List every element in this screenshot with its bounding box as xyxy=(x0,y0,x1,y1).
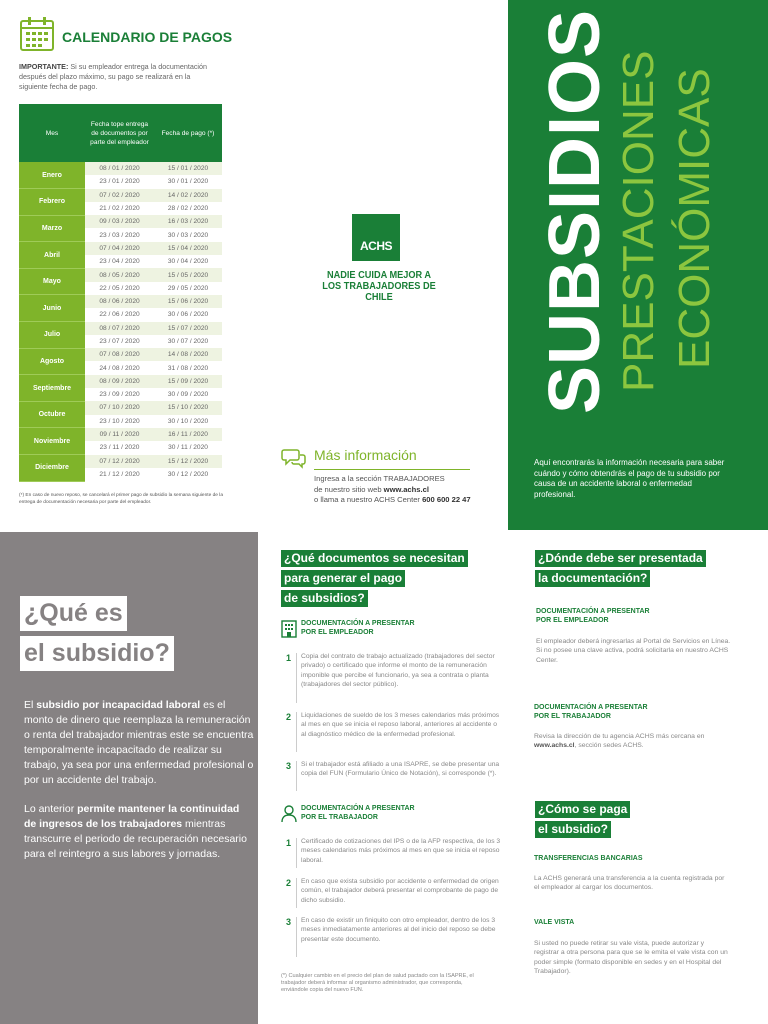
col-deadline: Fecha tope entrega de documentos por parte del empleador xyxy=(85,104,154,162)
where-employer-text: El empleador deberá ingresarlas al Portal de Servicios en Línea. Si no posee una clave activa, podrá solicitarla en nuestro ACHS Center. xyxy=(536,638,731,664)
month-cell: Agosto xyxy=(19,348,85,375)
worker-item-2-number: 2 xyxy=(286,878,292,888)
deadline-date-cell: 09 / 03 / 2020 xyxy=(85,215,154,228)
month-cell: Febrero xyxy=(19,189,85,216)
col-month: Mes xyxy=(19,104,85,162)
phone-number[interactable]: 600 600 22 47 xyxy=(422,495,471,504)
employer-item-3: Si el trabajador está afiliado a una ISAPRE, se debe presentar una copia del FUN (Formulario Único de Notación), si corresponde (*). xyxy=(301,761,500,778)
what-title-line-1: ¿Qué es xyxy=(20,596,127,631)
important-text: Si su empleador entrega la documentación después del plazo máximo, su pago se realizará en la siguiente fecha de pago. xyxy=(19,62,208,91)
person-icon xyxy=(281,805,297,823)
where-title-line-2: la documentación? xyxy=(535,570,650,587)
employer-item-2: Liquidaciones de sueldo de los 3 meses calendarios más próximos al mes en que se inicia el reposo laboral, anteriores al accidente o al diagnóstico médico de la enfermedad profesional. xyxy=(301,712,500,738)
calendar-row xyxy=(19,348,222,361)
payment-date-cell: 15 / 06 / 2020 xyxy=(154,295,222,308)
info-line-2: de nuestro sitio web xyxy=(314,484,384,494)
deadline-date-cell: 23 / 01 / 2020 xyxy=(85,175,154,188)
employer-heading-2: POR EL EMPLEADOR xyxy=(301,629,374,636)
month-cell: Abril xyxy=(19,242,85,269)
deadline-date-cell: 23 / 11 / 2020 xyxy=(85,441,154,454)
website-link[interactable]: www.achs.cl xyxy=(383,484,429,494)
worker-item-1-number: 1 xyxy=(286,838,292,848)
docs-title xyxy=(281,549,496,609)
worker-item-2: En caso que exista subsidio por accidente o enfermedad de origen común, el trabajador deberá presentar el comprobante de pago de dicho subsidio. xyxy=(301,878,499,904)
month-cell: Noviembre xyxy=(19,428,85,455)
info-title: Más información xyxy=(314,447,417,463)
deadline-date-cell: 24 / 08 / 2020 xyxy=(85,361,154,374)
deadline-date-cell: 07 / 10 / 2020 xyxy=(85,401,154,414)
worker-heading-2: POR EL TRABAJADOR xyxy=(301,814,378,821)
worker-item-3-number: 3 xyxy=(286,917,292,927)
deadline-date-cell: 07 / 12 / 2020 xyxy=(85,455,154,468)
what-p1-pre: El xyxy=(24,699,37,711)
what-p2-bold: permite mantener la continuidad de ingresos de los trabajadores xyxy=(24,803,240,830)
deadline-date-cell: 07 / 08 / 2020 xyxy=(85,348,154,361)
payment-date-cell: 15 / 10 / 2020 xyxy=(154,401,222,414)
cover-description: Aquí encontrarás la información necesaria para saber cuándo y cómo obtendrás el pago de tu subsidio por causa de un accidente laboral o enfermedad profesional. xyxy=(534,458,725,499)
calendar-row xyxy=(19,162,222,175)
payment-date-cell: 30 / 09 / 2020 xyxy=(154,388,222,401)
calendar-row xyxy=(19,189,222,202)
deadline-date-cell: 08 / 07 / 2020 xyxy=(85,322,154,335)
divider xyxy=(296,712,297,752)
info-text xyxy=(314,474,471,506)
payment-date-cell: 15 / 07 / 2020 xyxy=(154,322,222,335)
deadline-date-cell: 07 / 04 / 2020 xyxy=(85,242,154,255)
cover-word-prestaciones: PRESTACIONES xyxy=(614,50,663,392)
employer-heading-1: DOCUMENTACIÓN A PRESENTAR xyxy=(301,620,415,627)
what-text xyxy=(24,698,254,876)
where-title xyxy=(535,549,750,589)
deadline-date-cell: 23 / 09 / 2020 xyxy=(85,388,154,401)
important-note xyxy=(19,62,219,92)
calendar-row xyxy=(19,375,222,388)
vale-vista-heading: VALE VISTA xyxy=(534,919,575,926)
calendar-row xyxy=(19,295,222,308)
deadline-date-cell: 08 / 01 / 2020 xyxy=(85,162,154,175)
deadline-date-cell: 23 / 04 / 2020 xyxy=(85,255,154,268)
where-title-line-1: ¿Dónde debe ser presentada xyxy=(535,550,706,567)
payment-date-cell: 30 / 04 / 2020 xyxy=(154,255,222,268)
payment-date-cell: 30 / 12 / 2020 xyxy=(154,468,222,481)
where-employer-heading xyxy=(536,607,650,625)
employer-item-1-number: 1 xyxy=(286,653,292,663)
calendar-footnote: (*) En caso de nuevo reposo, se cancelará el primer pago de subsidio la semana siguiente de la entrega de documentación necesaria por parte del empleador. xyxy=(19,493,223,505)
transfer-text: La ACHS generará una transferencia a la cuenta registrada por el empleador al cargar los documentos. xyxy=(534,875,725,892)
where-employer-heading-1: DOCUMENTACIÓN A PRESENTAR xyxy=(536,608,650,615)
chat-bubbles-icon xyxy=(281,447,307,469)
docs-title-line-2: para generar el pago xyxy=(281,570,405,587)
deadline-date-cell: 08 / 05 / 2020 xyxy=(85,268,154,281)
info-line-3: o llama a nuestro ACHS Center xyxy=(314,495,423,504)
what-title xyxy=(20,596,230,676)
payment-date-cell: 14 / 02 / 2020 xyxy=(154,189,222,202)
col-payment: Fecha de pago (*) xyxy=(154,104,222,162)
deadline-date-cell: 08 / 09 / 2020 xyxy=(85,375,154,388)
cover-word-economicas: ECONÓMICAS xyxy=(670,68,719,369)
what-title-line-2: el subsidio? xyxy=(20,636,174,671)
payment-date-cell: 14 / 08 / 2020 xyxy=(154,348,222,361)
tagline: NADIE CUIDA MEJOR A LOS TRABAJADORES DE CHILE xyxy=(322,270,436,303)
payment-date-cell: 28 / 02 / 2020 xyxy=(154,202,222,215)
payment-date-cell: 16 / 11 / 2020 xyxy=(154,428,222,441)
deadline-date-cell: 23 / 03 / 2020 xyxy=(85,228,154,241)
payment-calendar-table xyxy=(19,104,222,482)
where-worker-text-post: , sección sedes ACHS. xyxy=(574,742,644,750)
docs-footnote: (*) Cualquier cambio en el precio del plan de salud pactado con la ISAPRE, el trabajador deberá informar al organismo administrador, que corresponda, enviándole copia del nuevo FUN. xyxy=(281,973,474,993)
payment-date-cell: 30 / 11 / 2020 xyxy=(154,441,222,454)
calendar-row xyxy=(19,401,222,414)
employer-item-3-number: 3 xyxy=(286,761,292,771)
calendar-icon xyxy=(19,16,55,52)
calendar-row xyxy=(19,268,222,281)
transfer-heading: TRANSFERENCIAS BANCARIAS xyxy=(534,855,643,862)
payment-date-cell: 15 / 04 / 2020 xyxy=(154,242,222,255)
payment-date-cell: 15 / 12 / 2020 xyxy=(154,455,222,468)
payment-date-cell: 15 / 05 / 2020 xyxy=(154,268,222,281)
achs-website-link[interactable]: www.achs.cl xyxy=(534,742,575,750)
month-cell: Mayo xyxy=(19,268,85,295)
payment-date-cell: 30 / 06 / 2020 xyxy=(154,308,222,321)
docs-title-line-1: ¿Qué documentos se necesitan xyxy=(281,550,468,567)
divider xyxy=(296,917,297,957)
payment-date-cell: 15 / 09 / 2020 xyxy=(154,375,222,388)
divider xyxy=(296,761,297,791)
calendar-row xyxy=(19,428,222,441)
payment-date-cell: 30 / 03 / 2020 xyxy=(154,228,222,241)
month-cell: Junio xyxy=(19,295,85,322)
payment-date-cell: 16 / 03 / 2020 xyxy=(154,215,222,228)
worker-heading-1: DOCUMENTACIÓN A PRESENTAR xyxy=(301,805,415,812)
info-line-1: Ingresa a la sección TRABAJADORES xyxy=(314,474,445,483)
payment-date-cell: 31 / 08 / 2020 xyxy=(154,361,222,374)
employer-docs-heading xyxy=(301,619,415,637)
what-p1-bold: subsidio por incapacidad laboral xyxy=(36,699,201,711)
month-cell: Enero xyxy=(19,162,85,189)
what-p2-post: mientras transcurre el periodo de recuperación necesario para el reintegro a sus labores y jornadas. xyxy=(24,818,247,860)
deadline-date-cell: 21 / 02 / 2020 xyxy=(85,202,154,215)
month-cell: Marzo xyxy=(19,215,85,242)
worker-item-3: En caso de existir un finiquito con otro empleador, dentro de los 3 meses inmediatamente anteriores al del inicio del reposo se debe presentar este documento. xyxy=(301,917,496,943)
deadline-date-cell: 08 / 06 / 2020 xyxy=(85,295,154,308)
calendar-row xyxy=(19,455,222,468)
docs-title-line-3: de subsidios? xyxy=(281,590,368,607)
payment-date-cell: 15 / 01 / 2020 xyxy=(154,162,222,175)
calendar-row xyxy=(19,322,222,335)
how-title-line-2: el subsidio? xyxy=(535,821,611,838)
what-p1-post: es el monto de dinero que reemplaza la remuneración o renta del trabajador mientras este se encuentra temporalmente incapacitado de realizar su trabajo, ya sea por una enfermedad profesional o por un accidente del trabajo. xyxy=(24,699,254,786)
info-divider xyxy=(314,469,470,470)
what-p2-pre: Lo anterior xyxy=(24,803,78,815)
employer-item-1: Copia del contrato de trabajo actualizado (trabajadores del sector privado) o certificado que informe el monto de la remuneración imponible que percibe el funcionario, ya sea a contrata o planta (trabajadores del sector público). xyxy=(301,653,495,689)
where-worker-text xyxy=(534,732,729,751)
where-worker-heading xyxy=(534,703,648,721)
achs-logo: ACHS xyxy=(352,214,400,261)
deadline-date-cell: 21 / 12 / 2020 xyxy=(85,468,154,481)
deadline-date-cell: 23 / 10 / 2020 xyxy=(85,415,154,428)
worker-docs-heading xyxy=(301,804,415,822)
calendar-row xyxy=(19,242,222,255)
building-icon xyxy=(281,620,297,638)
divider xyxy=(296,838,297,868)
deadline-date-cell: 09 / 11 / 2020 xyxy=(85,428,154,441)
vale-vista-text: Si usted no puede retirar su vale vista, puede autorizar y registrar a otra persona para que se le emita el vale vista con un poder simple (formato disponible en sedes y en el Hospital del Trabajador). xyxy=(534,940,728,976)
deadline-date-cell: 07 / 02 / 2020 xyxy=(85,189,154,202)
employer-item-2-number: 2 xyxy=(286,712,292,722)
divider xyxy=(296,653,297,703)
how-title xyxy=(535,800,750,840)
month-cell: Octubre xyxy=(19,401,85,428)
where-employer-heading-2: POR EL EMPLEADOR xyxy=(536,617,609,624)
payment-date-cell: 29 / 05 / 2020 xyxy=(154,282,222,295)
month-cell: Diciembre xyxy=(19,455,85,482)
payment-date-cell: 30 / 01 / 2020 xyxy=(154,175,222,188)
how-title-line-1: ¿Cómo se paga xyxy=(535,801,630,818)
calendar-row xyxy=(19,215,222,228)
payment-date-cell: 30 / 10 / 2020 xyxy=(154,415,222,428)
where-worker-text-pre: Revisa la dirección de tu agencia ACHS más cercana en xyxy=(534,733,705,740)
deadline-date-cell: 23 / 07 / 2020 xyxy=(85,335,154,348)
cover-word-subsidios: SUBSIDIOS xyxy=(535,8,615,414)
important-label: IMPORTANTE: xyxy=(19,62,69,71)
deadline-date-cell: 22 / 06 / 2020 xyxy=(85,308,154,321)
month-cell: Julio xyxy=(19,322,85,349)
calendar-title: CALENDARIO DE PAGOS xyxy=(62,29,233,45)
deadline-date-cell: 22 / 05 / 2020 xyxy=(85,282,154,295)
divider xyxy=(296,878,297,908)
where-worker-heading-1: DOCUMENTACIÓN A PRESENTAR xyxy=(534,704,648,711)
where-worker-heading-2: POR EL TRABAJADOR xyxy=(534,713,611,720)
payment-date-cell: 30 / 07 / 2020 xyxy=(154,335,222,348)
month-cell: Septiembre xyxy=(19,375,85,402)
worker-item-1: Certificado de cotizaciones del IPS o de la AFP respectiva, de los 3 meses calendarios más próximos al mes en que se inicia el reposo laboral. xyxy=(301,838,501,864)
